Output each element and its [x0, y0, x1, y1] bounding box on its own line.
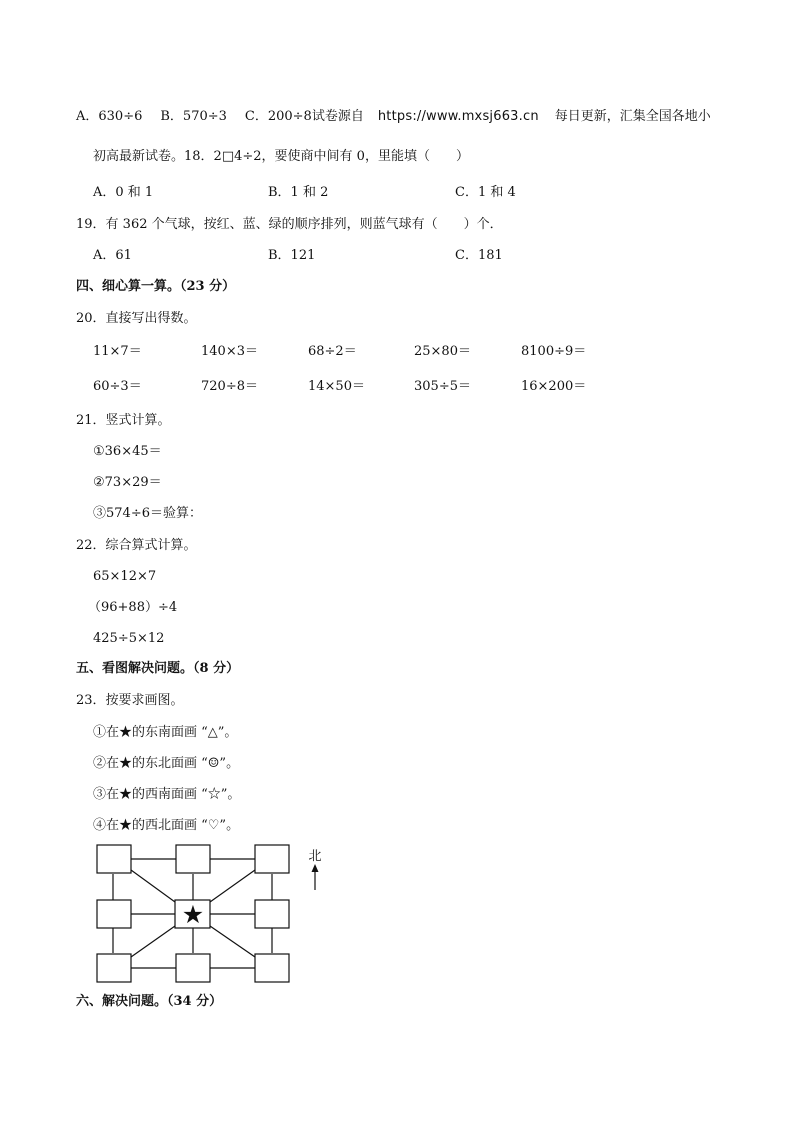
q20-r2-c2: 720÷8＝ — [201, 379, 258, 394]
q20-stem: 20．直接写出得数。 — [76, 311, 197, 326]
q20-r2-c3: 14×50＝ — [308, 379, 365, 394]
q20-r1-c4: 25×80＝ — [414, 344, 471, 359]
center-star-icon: ★ — [181, 900, 205, 929]
box-north — [176, 845, 210, 873]
q19-option-a: A．61 — [93, 248, 132, 263]
q17-option-b: B．570÷3 — [160, 109, 227, 124]
section-5-title: 五、看图解决问题。（8 分） — [76, 661, 240, 676]
q18-option-a: A．0 和 1 — [93, 185, 154, 200]
q20-r1-c5: 8100÷9＝ — [521, 344, 587, 359]
north-label: 北 — [308, 849, 322, 864]
q23-stem: 23．按要求画图。 — [76, 693, 184, 708]
ad-continuation: 初高最新试卷。 — [93, 149, 185, 164]
box-northwest — [97, 845, 131, 873]
q20-r2-c5: 16×200＝ — [521, 379, 587, 394]
diag-se — [210, 926, 255, 957]
box-east — [255, 900, 289, 928]
q17-option-a: A．630÷6 — [76, 109, 143, 124]
q22-item-2: （96+88）÷4 — [88, 600, 178, 615]
section-4-title: 四、细心算一算。（23 分） — [76, 279, 236, 294]
q19-stem: 19．有 362 个气球，按红、蓝、绿的顺序排列，则蓝气球有（ ）个． — [76, 217, 503, 232]
q21-stem: 21．竖式计算。 — [76, 413, 171, 428]
ad-suffix: 每日更新，汇集全国各地小 — [554, 109, 711, 124]
q17-options-line — [76, 109, 711, 125]
diag-sw — [131, 926, 175, 957]
q22-item-1: 65×12×7 — [93, 569, 157, 584]
q20-r1-c3: 68÷2＝ — [308, 344, 357, 359]
ad-prefix: 试卷源自 — [311, 109, 364, 124]
box-southeast — [255, 954, 289, 982]
box-northeast — [255, 845, 289, 873]
q18-option-c: C．1 和 4 — [455, 185, 516, 200]
q21-item-3: ③574÷6＝验算： — [93, 506, 202, 521]
q23-item-1: ①在★的东南面画 “△”。 — [93, 725, 238, 740]
north-arrow-head — [312, 864, 319, 872]
ad-continuation-line — [93, 149, 469, 165]
q20-r1-c2: 140×3＝ — [201, 344, 258, 359]
q21-item-1: ①36×45＝ — [93, 444, 162, 459]
section-6-title: 六、解决问题。（34 分） — [76, 994, 223, 1009]
q17-option-c: C．200÷8 — [244, 109, 312, 124]
q23-item-4: ④在★的西北面画 “♡”。 — [93, 818, 240, 833]
box-west — [97, 900, 131, 928]
q21-item-2: ②73×29＝ — [93, 475, 162, 490]
q18-stem: 18．2□4÷2，要使商中间有 0，里能填（ ） — [184, 149, 469, 164]
q23-item-2: ②在★的东北面画 “☺”。 — [93, 756, 240, 771]
q19-option-b: B．121 — [268, 248, 316, 263]
q20-r2-c4: 305÷5＝ — [414, 379, 471, 394]
q23-item-3: ③在★的西南面画 “☆”。 — [93, 787, 241, 802]
ad-url-link[interactable]: https://www.mxsj663.cn — [377, 109, 539, 124]
diag-ne — [210, 870, 255, 902]
direction-grid-diagram — [96, 844, 336, 986]
box-southwest — [97, 954, 131, 982]
diag-nw — [131, 870, 175, 902]
box-south — [176, 954, 210, 982]
q20-r2-c1: 60÷3＝ — [93, 379, 142, 394]
q19-option-c: C．181 — [455, 248, 503, 263]
q22-item-3: 425÷5×12 — [93, 631, 165, 646]
q20-r1-c1: 11×7＝ — [93, 344, 142, 359]
q18-option-b: B．1 和 2 — [268, 185, 329, 200]
q22-stem: 22．综合算式计算。 — [76, 538, 197, 553]
